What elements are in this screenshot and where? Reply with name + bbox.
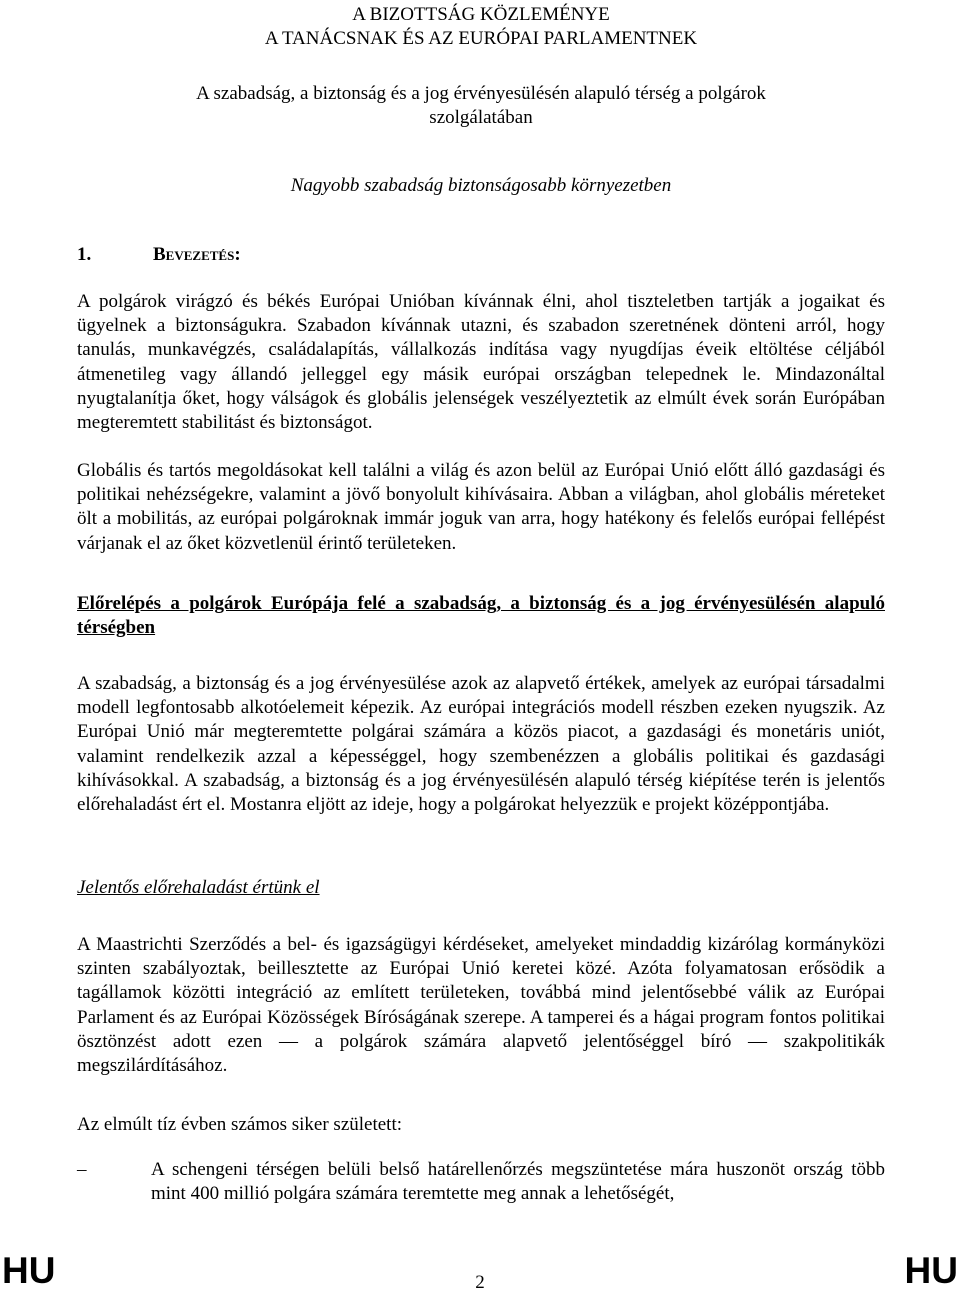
paragraph-values: A szabadság, a biztonság és a jog érvényesülése azok az alapvető értékek, amelyek az európai társadalmi modell legfontosabb alkotóelemeit képezik. Az európai integrációs modell részben ezeken nyugszik. Az Európai Unió már megteremtette polgárai számára a közös piacot, a gazdasági és monetáris uniót, valamint rendelkezik azzal a képességgel, hogy szembenézzen a globális politikai és gazdasági kihívásokkal. A szabadság, a biztonság és a jog érvényesülésén alapuló térség kiépítése terén is jelentős előrehaladást ért el. Mostanra eljött az ideje, hogy a polgárokat helyezzük e projekt középpontjába. <box>77 673 885 816</box>
dash-bullet: – <box>77 1159 87 1180</box>
list-item-text: A schengeni térségen belüli belső határellenőrzés megszüntetése mára huszonöt ország több mint 400 millió polgára számára teremtette meg annak a lehetőségét, <box>151 1159 885 1205</box>
document-subtitle <box>77 82 885 130</box>
subtitle-line-1: A szabadság, a biztonság és a jog érvényesülésén alapuló térség a polgárok <box>196 83 766 104</box>
footer-language-code-right: HU <box>904 1250 958 1291</box>
paragraph-maastricht: A Maastrichti Szerződés a bel- és igazságügyi kérdéseket, amelyeket mindaddig kizárólag kormányközi szinten szabályoztak, beillesztette az Európai Unió keretei közé. Azóta folyamatosan erősödik a tagállamok közötti integráció az említett területeken, továbbá mind jelentősebbé válik az Európai Parlament és az Európai Közösségek Bíróságának szerepe. A tamperei és a hágai program fontos politikai ösztönzést adott ezen — a polgárok számára alapvető jelentőséggel bíró — szakpolitikák megszilárdításához. <box>77 934 885 1077</box>
document-tagline: Nagyobb szabadság biztonságosabb környezetben <box>290 175 672 196</box>
page-number: 2 <box>475 1272 485 1293</box>
paragraph-successes-intro: Az elmúlt tíz évben számos siker született: <box>77 1114 403 1135</box>
section-number: 1. <box>77 244 92 265</box>
section-heading-introduction <box>77 243 241 267</box>
footer-language-code-left: HU <box>2 1250 56 1291</box>
section-title: Bevezetés: <box>153 244 241 265</box>
heading-progress: Előrelépés a polgárok Európája felé a szabadság, a biztonság és a jog érvényesülésén alapuló térségben <box>77 593 885 638</box>
paragraph-global-solutions: Globális és tartós megoldásokat kell találni a világ és azon belül az Európai Unió előtt álló gazdasági és politikai nehézségekre, valamint a jövő bonyolult kihívásaira. Abban a világban, ahol globális méreteket ölt a mobilitás, az európai polgároknak immár joguk van arra, hogy hatékony és felelős európai fellépést várjanak el az őket közvetlenül érintő területeken. <box>77 460 885 554</box>
document-header <box>77 3 885 51</box>
subtitle-line-2: szolgálatában <box>429 107 533 128</box>
heading-significant-progress: Jelentős előrehaladást értünk el <box>77 877 320 898</box>
paragraph-intro: A polgárok virágzó és békés Európai Unióban kívánnak élni, ahol tiszteletben tartják a jogaikat és ügyelnek a biztonságukra. Szabadon kívánnak utazni, és szabadon szeretnének dönteni arról, hogy tanulás, munkavégzés, családalapítás, vállalkozás indítása vagy nyugdíjas éveik eltöltése céljából átmenetileg vagy állandó jelleggel egy másik európai országban telepednek le. Mindazonáltal nyugtalanítja őket, hogy válságok és globális jelenségek veszélyeztetik az elmúlt évek során Európában megteremtett stabilitást és biztonságot. <box>77 291 885 434</box>
header-addressee: A TANÁCSNAK ÉS AZ EURÓPAI PARLAMENTNEK <box>264 28 698 49</box>
header-title: A BIZOTTSÁG KÖZLEMÉNYE <box>352 4 610 25</box>
